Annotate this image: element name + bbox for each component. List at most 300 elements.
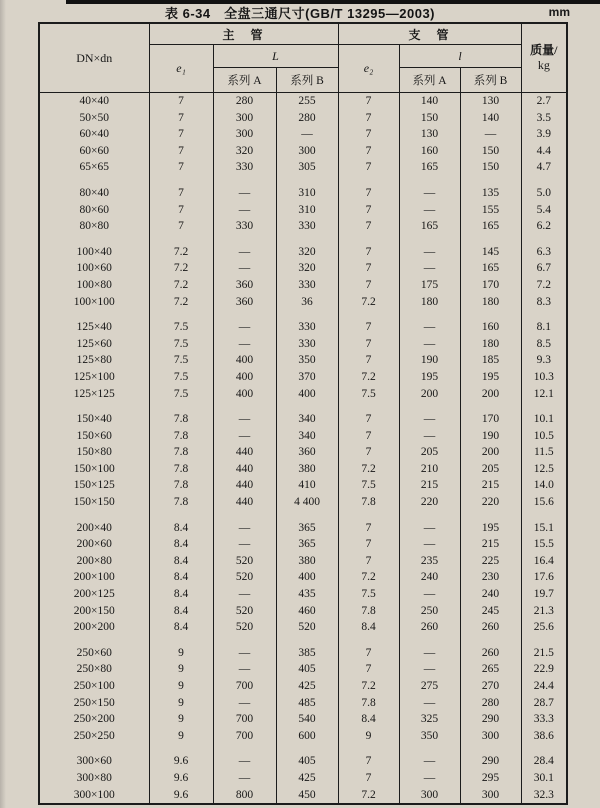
value-cell: 265 (460, 661, 521, 678)
table-row (39, 787, 567, 805)
value-cell: 320 (213, 143, 276, 160)
value-cell: 7 (338, 93, 399, 110)
value-cell: 7.2 (338, 294, 399, 311)
unit-label: mm (548, 5, 570, 19)
value-cell: 7 (338, 336, 399, 353)
dn-cell: 100×40 (39, 244, 149, 261)
value-cell: 5.0 (521, 185, 567, 202)
col-header-e1: e₁ (149, 45, 213, 93)
value-cell: 9 (149, 678, 213, 695)
value-cell: 440 (213, 461, 276, 478)
value-cell: 7 (338, 260, 399, 277)
value-cell: 7 (338, 536, 399, 553)
value-cell: 7.8 (149, 428, 213, 445)
value-cell: 7.8 (338, 603, 399, 620)
value-cell: 190 (460, 428, 521, 445)
value-cell: 36 (276, 294, 338, 311)
value-cell: — (399, 319, 460, 336)
dn-cell: 150×80 (39, 444, 149, 461)
value-cell: — (213, 520, 276, 537)
value-cell: 410 (276, 477, 338, 494)
dn-cell: 125×125 (39, 386, 149, 403)
value-cell: 400 (213, 352, 276, 369)
value-cell: 260 (460, 619, 521, 636)
col-header-e2: e₂ (338, 45, 399, 93)
value-cell: 425 (276, 770, 338, 787)
group-spacer-row (39, 235, 567, 244)
value-cell: 330 (276, 319, 338, 336)
value-cell: 400 (213, 369, 276, 386)
dn-cell: 250×250 (39, 728, 149, 745)
value-cell: 8.4 (149, 603, 213, 620)
group-spacer-row (39, 310, 567, 319)
value-cell: 300 (213, 126, 276, 143)
value-cell: 330 (276, 218, 338, 235)
table-row (39, 352, 567, 369)
value-cell: 7 (149, 218, 213, 235)
value-cell: 520 (213, 569, 276, 586)
value-cell: 360 (213, 294, 276, 311)
value-cell: 12.5 (521, 461, 567, 478)
value-cell: 19.7 (521, 586, 567, 603)
value-cell: 7 (338, 244, 399, 261)
value-cell: 25.6 (521, 619, 567, 636)
value-cell: 310 (276, 185, 338, 202)
value-cell: 280 (276, 110, 338, 127)
value-cell: 145 (460, 244, 521, 261)
value-cell: 8.4 (149, 520, 213, 537)
value-cell: — (399, 260, 460, 277)
value-cell: 7 (149, 143, 213, 160)
table-row (39, 143, 567, 160)
value-cell: 405 (276, 661, 338, 678)
col-header-series-b-branch: 系列 B (460, 68, 521, 93)
dn-cell: 150×125 (39, 477, 149, 494)
value-cell: 280 (213, 93, 276, 110)
table-row (39, 520, 567, 537)
dn-cell: 40×40 (39, 93, 149, 110)
value-cell: 195 (460, 369, 521, 386)
value-cell: 320 (276, 244, 338, 261)
table-row (39, 159, 567, 176)
group-spacer-row (39, 636, 567, 645)
value-cell: 440 (213, 444, 276, 461)
value-cell: 165 (399, 218, 460, 235)
value-cell: 7 (149, 159, 213, 176)
value-cell: — (213, 536, 276, 553)
table-row (39, 185, 567, 202)
value-cell: 11.5 (521, 444, 567, 461)
value-cell: 385 (276, 645, 338, 662)
value-cell: 7.2 (338, 678, 399, 695)
value-cell: 200 (399, 386, 460, 403)
value-cell: — (399, 770, 460, 787)
table-row (39, 711, 567, 728)
table-row (39, 277, 567, 294)
value-cell: — (213, 770, 276, 787)
value-cell: 3.9 (521, 126, 567, 143)
value-cell: 215 (460, 536, 521, 553)
value-cell: 7 (338, 110, 399, 127)
value-cell: 440 (213, 477, 276, 494)
value-cell: 380 (276, 553, 338, 570)
value-cell: 8.5 (521, 336, 567, 353)
dn-cell: 300×100 (39, 787, 149, 805)
value-cell: 4.7 (521, 159, 567, 176)
value-cell: 9 (149, 661, 213, 678)
value-cell: 2.7 (521, 93, 567, 110)
value-cell: — (213, 695, 276, 712)
value-cell: 7.8 (338, 494, 399, 511)
value-cell: — (213, 260, 276, 277)
value-cell: 8.1 (521, 319, 567, 336)
value-cell: 185 (460, 352, 521, 369)
value-cell: 260 (399, 619, 460, 636)
value-cell: — (399, 336, 460, 353)
value-cell: 9 (338, 728, 399, 745)
table-row (39, 202, 567, 219)
dn-cell: 100×60 (39, 260, 149, 277)
value-cell: — (213, 645, 276, 662)
group-spacer-row (39, 402, 567, 411)
table-row (39, 586, 567, 603)
value-cell: 140 (399, 93, 460, 110)
table-row (39, 753, 567, 770)
value-cell: 310 (276, 202, 338, 219)
dn-cell: 60×40 (39, 126, 149, 143)
value-cell: 330 (213, 159, 276, 176)
value-cell: 7.5 (338, 386, 399, 403)
table-row (39, 260, 567, 277)
value-cell: 7 (149, 185, 213, 202)
value-cell: 330 (276, 336, 338, 353)
value-cell: 520 (213, 603, 276, 620)
value-cell: 425 (276, 678, 338, 695)
value-cell: 15.6 (521, 494, 567, 511)
value-cell: 6.7 (521, 260, 567, 277)
value-cell: — (213, 319, 276, 336)
dn-cell: 200×150 (39, 603, 149, 620)
value-cell: 28.7 (521, 695, 567, 712)
table-row (39, 661, 567, 678)
value-cell: 300 (460, 787, 521, 805)
value-cell: 290 (460, 711, 521, 728)
value-cell: 7 (338, 645, 399, 662)
table-row (39, 619, 567, 636)
value-cell: 7.8 (149, 494, 213, 511)
value-cell: 800 (213, 787, 276, 805)
value-cell: — (399, 753, 460, 770)
value-cell: 200 (460, 386, 521, 403)
value-cell: 295 (460, 770, 521, 787)
value-cell: 8.4 (149, 569, 213, 586)
value-cell: 135 (460, 185, 521, 202)
value-cell: 9.6 (149, 753, 213, 770)
value-cell: 520 (213, 619, 276, 636)
value-cell: 7 (149, 126, 213, 143)
table-row (39, 603, 567, 620)
col-header-L: L (213, 45, 338, 68)
table-row (39, 428, 567, 445)
value-cell: 220 (399, 494, 460, 511)
value-cell: 24.4 (521, 678, 567, 695)
value-cell: 7 (338, 428, 399, 445)
value-cell: 7 (149, 93, 213, 110)
value-cell: 15.5 (521, 536, 567, 553)
value-cell: — (213, 428, 276, 445)
value-cell: 360 (213, 277, 276, 294)
value-cell: 300 (276, 143, 338, 160)
table-row (39, 695, 567, 712)
value-cell: 215 (399, 477, 460, 494)
dn-cell: 250×150 (39, 695, 149, 712)
value-cell: 7 (338, 411, 399, 428)
value-cell: — (399, 411, 460, 428)
header-row-1 (39, 23, 567, 45)
value-cell: 7 (338, 218, 399, 235)
value-cell: 9.6 (149, 770, 213, 787)
value-cell: — (213, 185, 276, 202)
value-cell: 7.5 (149, 336, 213, 353)
value-cell: 200 (460, 444, 521, 461)
table-row (39, 319, 567, 336)
value-cell: 600 (276, 728, 338, 745)
dn-cell: 200×200 (39, 619, 149, 636)
value-cell: 7.5 (338, 586, 399, 603)
value-cell: 245 (460, 603, 521, 620)
value-cell: 7.2 (149, 244, 213, 261)
value-cell: 170 (460, 277, 521, 294)
value-cell: 220 (460, 494, 521, 511)
value-cell: 230 (460, 569, 521, 586)
dn-cell: 250×60 (39, 645, 149, 662)
dn-cell: 200×80 (39, 553, 149, 570)
value-cell: 330 (213, 218, 276, 235)
value-cell: 360 (276, 444, 338, 461)
value-cell: 175 (399, 277, 460, 294)
value-cell: 180 (399, 294, 460, 311)
value-cell: 460 (276, 603, 338, 620)
value-cell: 365 (276, 536, 338, 553)
value-cell: 5.4 (521, 202, 567, 219)
value-cell: — (460, 126, 521, 143)
page-title: 表 6-34 全盘三通尺寸(GB/T 13295—2003) (164, 6, 436, 21)
value-cell: — (399, 520, 460, 537)
value-cell: 225 (460, 553, 521, 570)
value-cell: 215 (460, 477, 521, 494)
value-cell: 435 (276, 586, 338, 603)
dn-cell: 50×50 (39, 110, 149, 127)
value-cell: 7 (338, 202, 399, 219)
dn-cell: 125×60 (39, 336, 149, 353)
value-cell: 4 400 (276, 494, 338, 511)
value-cell: 17.6 (521, 569, 567, 586)
value-cell: 275 (399, 678, 460, 695)
value-cell: 170 (460, 411, 521, 428)
value-cell: 7 (149, 202, 213, 219)
value-cell: 21.3 (521, 603, 567, 620)
value-cell: 150 (460, 143, 521, 160)
value-cell: 7 (338, 277, 399, 294)
value-cell: 350 (399, 728, 460, 745)
value-cell: 165 (399, 159, 460, 176)
value-cell: — (276, 126, 338, 143)
value-cell: — (399, 428, 460, 445)
value-cell: 205 (460, 461, 521, 478)
value-cell: — (213, 202, 276, 219)
value-cell: 7 (338, 770, 399, 787)
dn-cell: 250×200 (39, 711, 149, 728)
value-cell: 7.2 (338, 369, 399, 386)
dn-cell: 300×80 (39, 770, 149, 787)
value-cell: 7.5 (149, 352, 213, 369)
value-cell: 300 (399, 787, 460, 805)
value-cell: 10.1 (521, 411, 567, 428)
value-cell: 520 (276, 619, 338, 636)
value-cell: 195 (399, 369, 460, 386)
value-cell: 9 (149, 728, 213, 745)
value-cell: 14.0 (521, 477, 567, 494)
value-cell: 150 (460, 159, 521, 176)
value-cell: 3.5 (521, 110, 567, 127)
dn-cell: 150×100 (39, 461, 149, 478)
value-cell: 7.2 (149, 277, 213, 294)
table-row (39, 218, 567, 235)
col-header-series-a-main: 系列 A (213, 68, 276, 93)
value-cell: 240 (399, 569, 460, 586)
value-cell: 7 (149, 110, 213, 127)
value-cell: 165 (460, 260, 521, 277)
value-cell: 7.8 (149, 477, 213, 494)
value-cell: 7.2 (338, 787, 399, 805)
value-cell: 7.2 (338, 461, 399, 478)
col-header-series-b-main: 系列 B (276, 68, 338, 93)
value-cell: 405 (276, 753, 338, 770)
table-row (39, 678, 567, 695)
value-cell: 7 (338, 553, 399, 570)
value-cell: 450 (276, 787, 338, 805)
dn-cell: 200×100 (39, 569, 149, 586)
col-header-mass (521, 23, 567, 93)
value-cell: 6.3 (521, 244, 567, 261)
scan-edge-shadow (0, 0, 6, 808)
value-cell: 21.5 (521, 645, 567, 662)
value-cell: 330 (276, 277, 338, 294)
dn-cell: 65×65 (39, 159, 149, 176)
table-row (39, 569, 567, 586)
value-cell: — (213, 586, 276, 603)
table-row (39, 336, 567, 353)
col-header-branch-pipe: 支 管 (338, 23, 521, 45)
dn-cell: 250×80 (39, 661, 149, 678)
value-cell: — (213, 336, 276, 353)
value-cell: 485 (276, 695, 338, 712)
table-row (39, 477, 567, 494)
value-cell: 305 (276, 159, 338, 176)
value-cell: 7.2 (338, 569, 399, 586)
dn-cell: 150×150 (39, 494, 149, 511)
dn-cell: 150×40 (39, 411, 149, 428)
table-row (39, 553, 567, 570)
value-cell: — (399, 645, 460, 662)
table-row (39, 645, 567, 662)
table-body (39, 93, 567, 805)
table-row (39, 728, 567, 745)
value-cell: 400 (276, 569, 338, 586)
value-cell: 7 (338, 319, 399, 336)
value-cell: — (399, 586, 460, 603)
value-cell: 22.9 (521, 661, 567, 678)
value-cell: 7 (338, 352, 399, 369)
value-cell: 16.4 (521, 553, 567, 570)
value-cell: 7 (338, 126, 399, 143)
value-cell: 235 (399, 553, 460, 570)
dn-cell: 300×60 (39, 753, 149, 770)
value-cell: 6.2 (521, 218, 567, 235)
value-cell: 7 (338, 143, 399, 160)
value-cell: 8.4 (149, 553, 213, 570)
value-cell: 320 (276, 260, 338, 277)
value-cell: 7.8 (338, 695, 399, 712)
value-cell: 340 (276, 428, 338, 445)
value-cell: 130 (399, 126, 460, 143)
value-cell: 7 (338, 159, 399, 176)
dn-cell: 100×100 (39, 294, 149, 311)
value-cell: 300 (213, 110, 276, 127)
value-cell: 8.4 (338, 619, 399, 636)
value-cell: 370 (276, 369, 338, 386)
value-cell: 9 (149, 711, 213, 728)
value-cell: 8.4 (149, 586, 213, 603)
value-cell: 365 (276, 520, 338, 537)
value-cell: 700 (213, 711, 276, 728)
value-cell: 325 (399, 711, 460, 728)
value-cell: 140 (460, 110, 521, 127)
value-cell: 700 (213, 678, 276, 695)
value-cell: 290 (460, 753, 521, 770)
value-cell: 350 (276, 352, 338, 369)
value-cell: 400 (213, 386, 276, 403)
value-cell: 700 (213, 728, 276, 745)
value-cell: — (399, 202, 460, 219)
value-cell: 520 (213, 553, 276, 570)
table-row (39, 461, 567, 478)
group-spacer-row (39, 176, 567, 185)
value-cell: 130 (460, 93, 521, 110)
dn-cell: 125×100 (39, 369, 149, 386)
value-cell: 7.8 (149, 411, 213, 428)
value-cell: 7.2 (149, 294, 213, 311)
value-cell: 180 (460, 336, 521, 353)
table-row (39, 536, 567, 553)
table-row (39, 494, 567, 511)
table-row (39, 110, 567, 127)
value-cell: 7 (338, 520, 399, 537)
value-cell: — (399, 695, 460, 712)
dn-cell: 250×100 (39, 678, 149, 695)
dn-cell: 60×60 (39, 143, 149, 160)
table-row (39, 386, 567, 403)
dimension-table (38, 22, 568, 805)
value-cell: 440 (213, 494, 276, 511)
value-cell: 9.3 (521, 352, 567, 369)
value-cell: — (399, 536, 460, 553)
value-cell: 7.8 (149, 461, 213, 478)
dn-cell: 200×60 (39, 536, 149, 553)
dn-cell: 200×40 (39, 520, 149, 537)
value-cell: 190 (399, 352, 460, 369)
value-cell: 9.6 (149, 787, 213, 805)
